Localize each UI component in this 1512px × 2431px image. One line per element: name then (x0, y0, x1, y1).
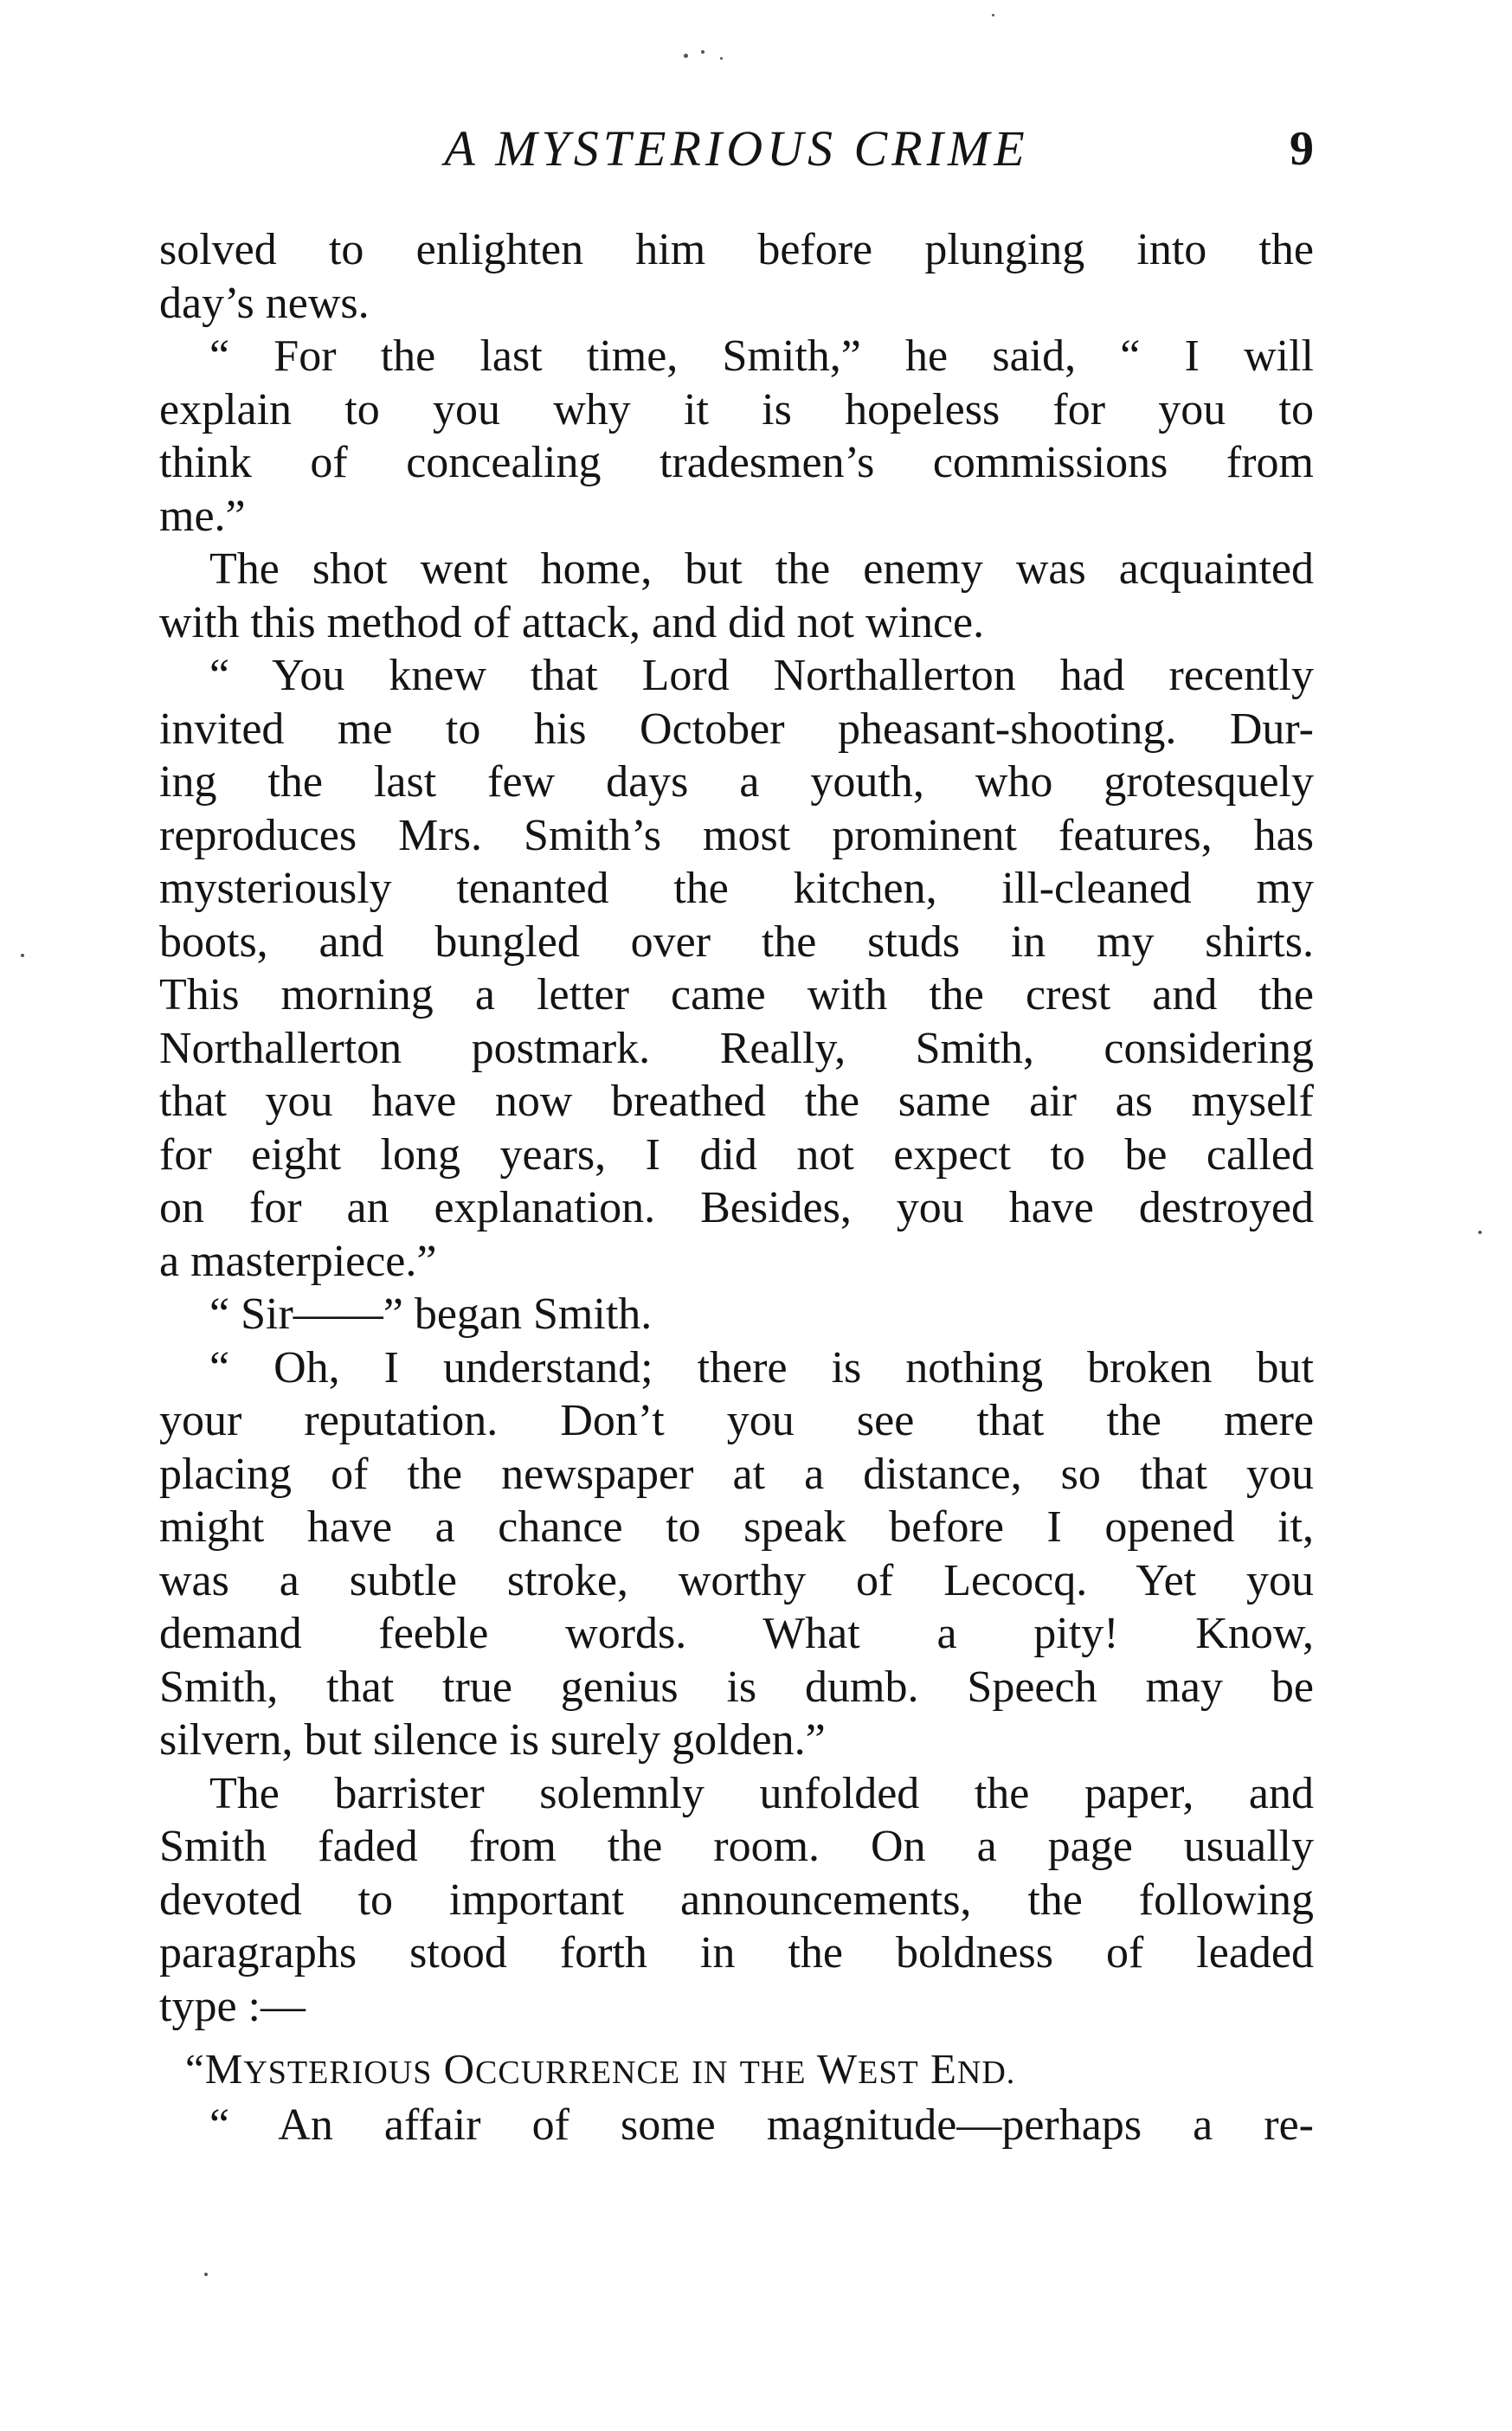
text-line: solved to enlighten him before plunging into the (159, 225, 1314, 274)
text-line: type :— (159, 1981, 306, 2031)
text-line: your reputation. Don’t you see that the mere (159, 1396, 1314, 1445)
print-speck (701, 50, 705, 54)
text-line: think of concealing tradesmen’s commissions from (159, 438, 1314, 487)
headline-quote: “ (185, 2045, 205, 2093)
text-line: invited me to his October pheasant-shooting. Dur- (159, 704, 1314, 754)
newspaper-headline (159, 2042, 1314, 2096)
text-line: paragraphs stood forth in the boldness of leaded (159, 1928, 1314, 1978)
text-line: for eight long years, I did not expect to be called (159, 1129, 1314, 1180)
text-line: with this method of attack, and did not wince. (159, 597, 985, 647)
text-line: on for an explanation. Besides, you have destroyed (159, 1183, 1314, 1232)
running-title: A MYSTERIOUS CRIME (444, 120, 1029, 177)
text-line: “ An affair of some magnitude—perhaps a re- (209, 2100, 1314, 2150)
page-number: 9 (1290, 122, 1314, 176)
text-line: was a subtle stroke, worthy of Lecocq. Yet you (159, 1555, 1314, 1605)
print-speck (720, 57, 723, 60)
headline-word: OCCURRENCE (443, 2045, 681, 2093)
print-speck (684, 54, 688, 58)
text-line: Northallerton postmark. Really, Smith, considering (159, 1023, 1314, 1073)
headline-word: THE (739, 2055, 807, 2091)
text-line: placing of the newspaper at a distance, so that you (159, 1449, 1314, 1499)
text-line: The shot went home, but the enemy was acquainted (209, 544, 1314, 594)
print-speck (992, 14, 994, 16)
text-line: Smith, that true genius is dumb. Speech may be (159, 1662, 1314, 1712)
text-line: Smith faded from the room. On a page usually (159, 1822, 1314, 1871)
text-line: mysteriously tenanted the kitchen, ill-cleaned my (159, 864, 1314, 913)
text-line: reproduces Mrs. Smith’s most prominent features, has (159, 810, 1314, 860)
print-speck (204, 2273, 208, 2276)
text-line: devoted to important announcements, the following (159, 1875, 1314, 1925)
text-line: ing the last few days a youth, who grotesquely (159, 757, 1314, 807)
print-speck (1478, 1231, 1482, 1234)
text-line: boots, and bungled over the studs in my shirts. (159, 916, 1314, 967)
text-line: “ You knew that Lord Northallerton had recently (209, 651, 1314, 700)
text-line: “ For the last time, Smith,” he said, “ I will (209, 331, 1314, 381)
headline-word: IN (692, 2055, 729, 2091)
running-head (159, 114, 1314, 183)
text-line: might have a chance to speak before I opened it, (159, 1502, 1314, 1552)
headline-word: END. (930, 2045, 1016, 2093)
print-speck (21, 954, 24, 957)
text-line: that you have now breathed the same air as myself (159, 1077, 1314, 1126)
text-line: This morning a letter came with the crest and the (159, 970, 1314, 1019)
text-line: “ Oh, I understand; there is nothing broken but (209, 1342, 1314, 1392)
text-line: demand feeble words. What a pity! Know, (159, 1609, 1314, 1658)
headline-word: WEST (816, 2045, 919, 2093)
headline-word: MYSTERIOUS (204, 2045, 433, 2093)
text-line: The barrister solemnly unfolded the paper, and (209, 1768, 1314, 1818)
text-line: a masterpiece.” (159, 1236, 437, 1286)
text-line: “ Sir——” began Smith. (209, 1289, 653, 1339)
text-line: explain to you why it is hopeless for you to (159, 384, 1314, 434)
body-text (159, 223, 1314, 2151)
text-line: day’s news. (159, 278, 370, 328)
text-line: me.” (159, 491, 246, 541)
text-line: silvern, but silence is surely golden.” (159, 1715, 826, 1765)
